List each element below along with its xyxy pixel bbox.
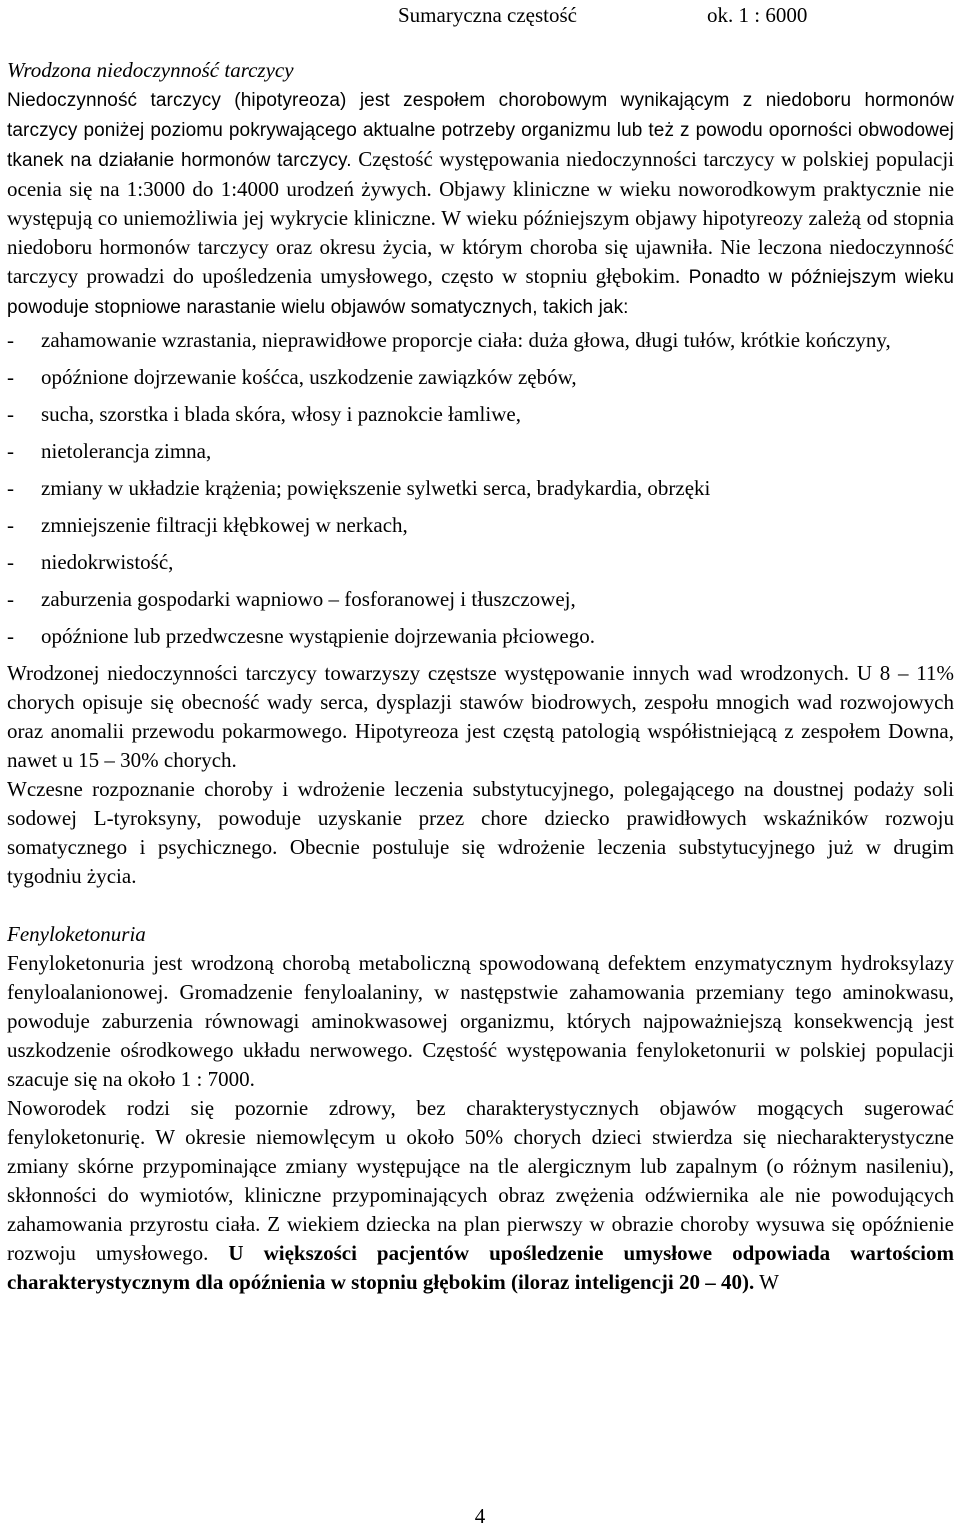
paragraph-pku-definition: Fenyloketonuria jest wrodzoną chorobą metaboliczną spowodowaną defektem enzymatycznym hydroksylazy fenyloalanionowej. Gromadzenie fenyloalaniny, w następstwie zahamowania przemiany tego aminokwasu, powoduje zaburzenia równowagi aminokwasowej organizmu, których najpoważniejszą konsekwencją jest uszkodzenie ośrodkowego układu nerwowego. Częstość występowania fenyloketonurii w polskiej populacji szacuje się na około 1 : 7000. — [7, 951, 954, 1091]
list-item-text: sucha, szorstka i blada skóra, włosy i paznokcie łamliwe, — [41, 402, 521, 426]
symptom-list — [7, 326, 954, 650]
text-definition: Niedoczynność tarczycy (hipotyreoza) jest zespołem chorobowym wynikającym z niedoboru hormonów tarczycy poniżej poziomu pokrywającego aktualne potrzeby organizmu lub też z powodu oporności obwodowej tkanek na działanie hormonów tarczycy. — [7, 90, 954, 171]
list-item — [7, 326, 954, 354]
list-dash: - — [7, 476, 14, 500]
list-item — [7, 400, 954, 428]
text-somatic-intro: Ponadto w późniejszym wieku powoduje stopniowe narastanie wielu objawów somatycznych, takich jak: — [7, 267, 954, 318]
text-pku-bold: U większości pacjentów upośledzenie umysłowe odpowiada wartościom charakterystycznym dla opóźnienia w stopniu głębokim (iloraz inteligencji 20 – 40). — [7, 1241, 954, 1294]
paragraph-pku-symptoms — [7, 1094, 954, 1297]
summary-frequency-value: ok. 1 : 6000 — [707, 3, 808, 27]
list-item — [7, 548, 954, 576]
document-body — [7, 55, 954, 1297]
list-dash: - — [7, 624, 14, 648]
list-item — [7, 363, 954, 391]
paragraph-associated-defects: Wrodzonej niedoczynności tarczycy towarzyszy częstsze występowanie innych wad wrodzonych. U 8 – 11% chorych opisuje się obecność wady serca, dysplazji stawów biodrowych, zespołu mnogich wad rozwojowych oraz anomalii przewodu pokarmowego. Hipotyreoza jest częstą patologią współistniejącą z zespołem Downa, nawet u 15 – 30% chorych. — [7, 661, 954, 772]
section-title-phenylketonuria: Fenyloketonuria — [7, 922, 146, 946]
text-later-symptoms: W wieku późniejszym objawy hipotyreozy zależą od stopnia niedoboru hormonów tarczycy oraz okresu życia, w którym choroba się ujawniła. Nie leczona niedoczynność tarczycy prowadzi do upośledzenia umysłowego, często w stopniu głębokim. — [7, 206, 954, 288]
list-item-text: zahamowanie wzrastania, nieprawidłowe proporcje ciała: duża głowa, długi tułów, krótkie kończyny, — [41, 328, 891, 352]
list-item-text: opóźnione lub przedwczesne wystąpienie dojrzewania płciowego. — [41, 624, 595, 648]
text-incidence: Częstość występowania niedoczynności tarczycy w polskiej populacji ocenia się na 1:3000 do 1:4000 urodzeń żywych. — [7, 147, 955, 201]
text-pku-continuation: W — [759, 1270, 779, 1294]
paragraph-hypothyroidism-intro — [7, 85, 954, 322]
list-item-text: nietolerancja zimna, — [41, 439, 212, 463]
section-spacer — [7, 891, 954, 919]
list-dash: - — [7, 328, 14, 352]
paragraph-early-diagnosis: Wczesne rozpoznanie choroby i wdrożenie leczenia substytucyjnego, polegającego na doustnej podaży soli sodowej L-tyroksyny, powoduje uzyskanie przez chore dziecko prawidłowych wskaźników rozwoju somatycznego i psychicznego. Obecnie postuluje się wdrożenie leczenia substytucyjnego już w drugim tygodniu życia. — [7, 777, 954, 888]
list-dash: - — [7, 513, 14, 537]
text-pku-symptoms: Noworodek rodzi się pozornie zdrowy, bez charakterystycznych objawów mogących sugerować fenyloketonurię. W okresie niemowlęcym u około 50% chorych dzieci stwierdza się niecharakterystyczne zmiany skórne przypominające zmiany występujące na tle alergicznym lub zapalnym (o różnym nasileniu), skłonności do wymiotów, kliniczne przypominających obraz zwężenia odźwiernika ale nie powodujących zahamowania przyrostu ciała. Z wiekiem dziecka na plan pierwszy w obrazie choroby wysuwa się opóźnienie rozwoju umysłowego. — [7, 1096, 954, 1265]
list-item — [7, 437, 954, 465]
text-neonatal-symptoms: Objawy kliniczne w wieku noworodkowym praktycznie nie występują co uniemożliwia jej wykrycie kliniczne. — [7, 177, 955, 230]
list-dash: - — [7, 439, 14, 463]
list-item-text: zmiany w układzie krążenia; powiększenie sylwetki serca, bradykardia, obrzęki — [41, 476, 711, 500]
list-item-text: zmniejszenie filtracji kłębkowej w nerkach, — [41, 513, 408, 537]
list-item — [7, 474, 954, 502]
summary-frequency-label: Sumaryczna częstość — [398, 3, 578, 27]
list-item — [7, 511, 954, 539]
list-dash: - — [7, 550, 14, 574]
list-dash: - — [7, 402, 14, 426]
list-item — [7, 585, 954, 613]
page-number: 4 — [474, 1504, 486, 1528]
list-item-text: niedokrwistość, — [41, 550, 174, 574]
list-item-text: zaburzenia gospodarki wapniowo – fosforanowej i tłuszczowej, — [41, 587, 576, 611]
list-item-text: opóźnione dojrzewanie kośćca, uszkodzenie zawiązków zębów, — [41, 365, 577, 389]
list-dash: - — [7, 365, 14, 389]
summary-frequency-line — [0, 2, 960, 28]
list-item — [7, 622, 954, 650]
section-title-hypothyroidism: Wrodzona niedoczynność tarczycy — [7, 58, 294, 82]
list-dash: - — [7, 587, 14, 611]
